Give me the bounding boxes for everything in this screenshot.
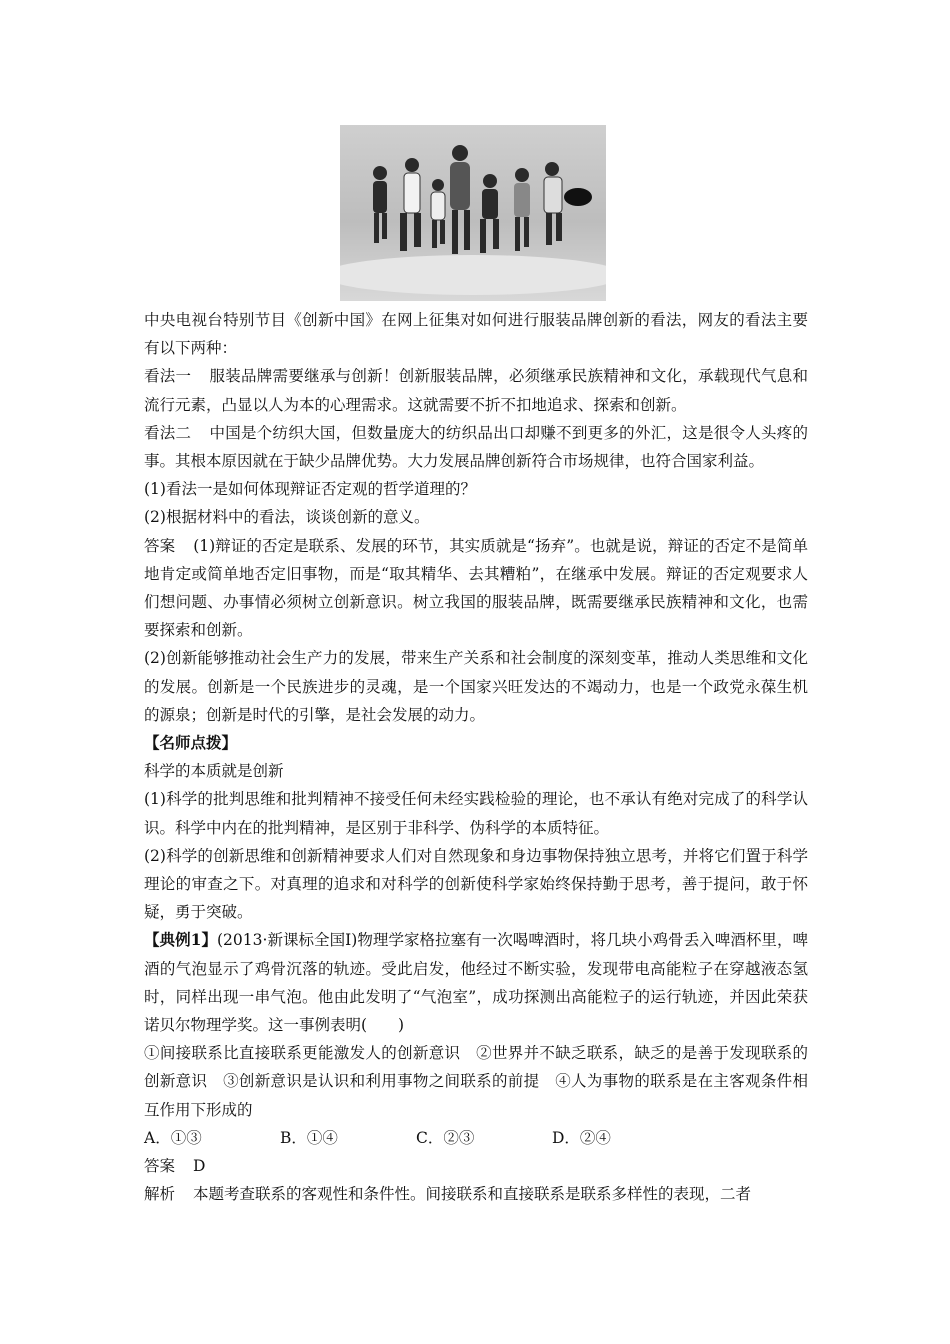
jumping-people-photo bbox=[340, 125, 606, 301]
answer-part-1-text: (1)辩证的否定是联系、发展的环节，其实质就是“扬弃”。也就是说，辩证的否定不是简单地肯定或简单地否定旧事物，而是“取其精华、去其糟粕”，在继承中发展。辩证的否定观要求人们想问题、办事情必须树立创新意识。树立我国的服装品牌，既需要继承民族精神和文化，也需要探索和创新。 bbox=[144, 536, 808, 640]
example-answer-value: D bbox=[193, 1157, 206, 1176]
tip-title: 科学的本质就是创新 bbox=[144, 762, 284, 781]
example-label: 【典例1】 bbox=[144, 930, 217, 950]
document-body bbox=[144, 306, 808, 1209]
example-answer-label: 答案 bbox=[144, 1157, 176, 1176]
view-two-text: 中国是个纺织大国，但数量庞大的纺织品出口却赚不到更多的外汇，这是很令人头疼的事。其根本原因就在于缺少品牌优势。大力发展品牌创新符合市场规律，也符合国家利益。 bbox=[144, 423, 808, 471]
question-1: (1)看法一是如何体现辩证否定观的哲学道理的？ bbox=[144, 480, 476, 499]
choice-c: C．②③ bbox=[416, 1128, 475, 1147]
example-statements: ①间接联系比直接联系更能激发人的创新意识 ②世界并不缺乏联系，缺乏的是善于发现联系的创新意识 ③创新意识是认识和利用事物之间联系的前提 ④人为事物的联系是在主客观条件相互作用下形成的 bbox=[144, 1044, 808, 1119]
answer-part-2: (2)创新能够推动社会生产力的发展，带来生产关系和社会制度的深刻变革，推动人类思维和文化的发展。创新是一个民族进步的灵魂，是一个国家兴旺发达的不竭动力，也是一个政党永葆生机的源泉；创新是时代的引擎，是社会发展的动力。 bbox=[144, 649, 808, 724]
view-one-label: 看法一 bbox=[144, 367, 192, 386]
answer-choices bbox=[144, 1124, 808, 1152]
answer-label: 答案 bbox=[144, 536, 176, 555]
tip-point-1: (1)科学的批判思维和批判精神不接受任何未经实践检验的理论，也不承认有绝对完成了的科学认识。科学中内在的批判精神，是区别于非科学、伪科学的本质特征。 bbox=[144, 790, 808, 837]
example-answer bbox=[144, 1152, 808, 1180]
choice-b: B．①④ bbox=[280, 1128, 338, 1147]
example-text: (2013·新课标全国Ⅰ)物理学家格拉塞有一次喝啤酒时，将几块小鸡骨丢入啤酒杯里，啤酒的气泡显示了鸡骨沉落的轨迹。受此启发，他经过不断实验，发现带电高能粒子在穿越液态氢时，同样出现一串气泡。他由此发明了“气泡室”，成功探测出高能粒子的运行轨迹，并因此荣获诺贝尔物理学奖。这一事例表明( ) bbox=[144, 931, 808, 1035]
example-analysis-label: 解析 bbox=[144, 1185, 176, 1204]
choice-d: D．②④ bbox=[552, 1128, 611, 1147]
tip-heading: 【名师点拨】 bbox=[144, 733, 238, 753]
view-one-text: 服装品牌需要继承与创新！创新服装品牌，必须继承民族精神和文化，承载现代气息和流行元素，凸显以人为本的心理需求。这就需要不折不扣地追求、探索和创新。 bbox=[144, 367, 808, 414]
photo-illustration bbox=[340, 125, 606, 301]
example-analysis bbox=[144, 1180, 808, 1208]
example-question bbox=[144, 926, 808, 1039]
example-analysis-text: 本题考查联系的客观性和条件性。间接联系和直接联系是联系多样性的表现，二者 bbox=[193, 1185, 752, 1204]
view-two bbox=[144, 419, 808, 475]
answer-part-1 bbox=[144, 532, 808, 645]
question-2: (2)根据材料中的看法，谈谈创新的意义。 bbox=[144, 508, 430, 527]
tip-point-2: (2)科学的创新思维和创新精神要求人们对自然现象和身边事物保持独立思考，并将它们置于科学理论的审查之下。对真理的追求和对科学的创新使科学家始终保持勤于思考，善于提问，敢于怀疑，勇于突破。 bbox=[144, 846, 808, 922]
view-two-label: 看法二 bbox=[144, 423, 192, 442]
intro-paragraph: 中央电视台特别节目《创新中国》在网上征集对如何进行服装品牌创新的看法，网友的看法主要有以下两种： bbox=[144, 311, 808, 358]
view-one bbox=[144, 362, 808, 418]
choice-a: A．①③ bbox=[144, 1128, 202, 1147]
